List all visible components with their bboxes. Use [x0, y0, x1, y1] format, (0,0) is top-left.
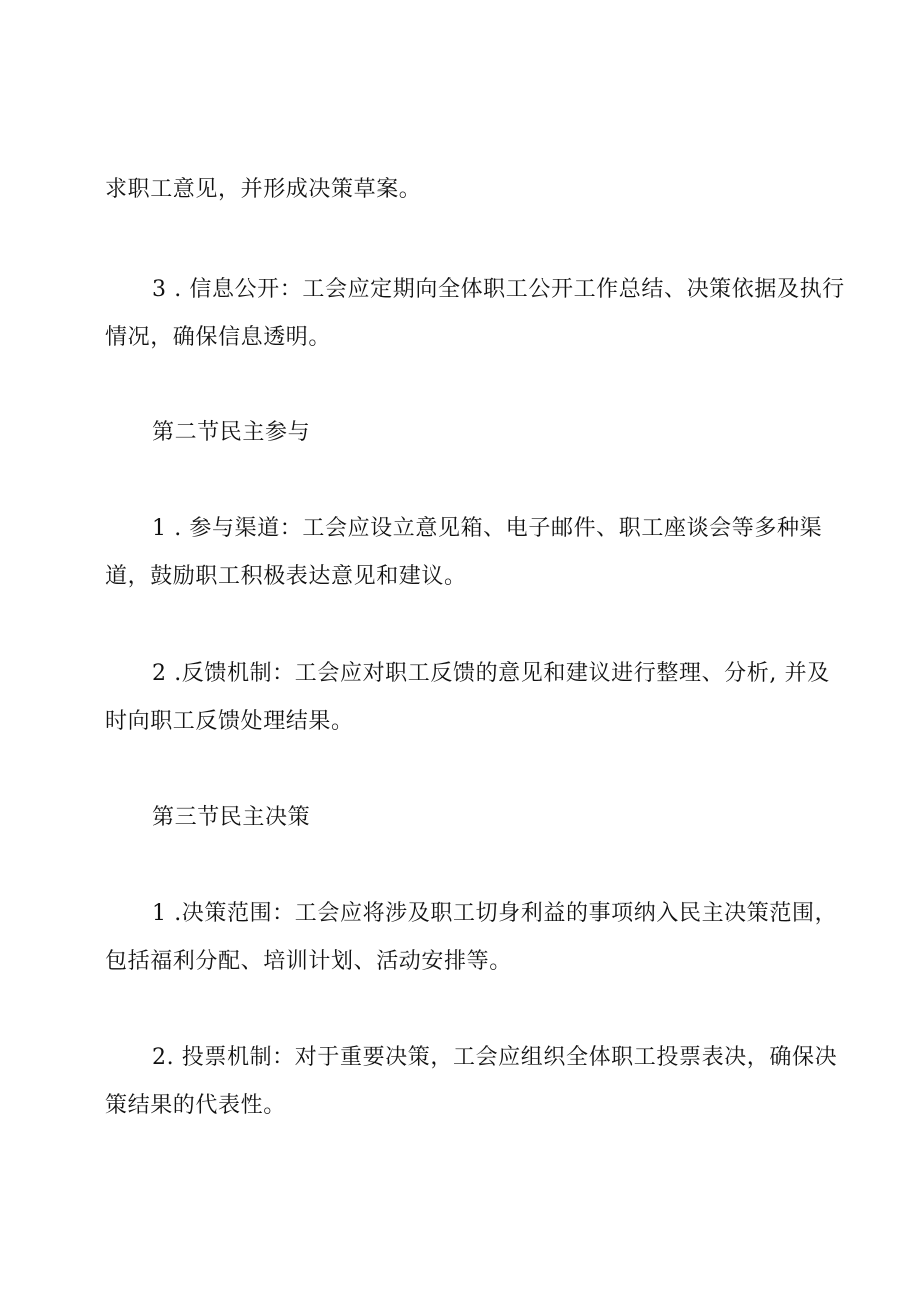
item-2-voting-mechanism-line-1: 2. 投票机制：对于重要决策，工会应组织全体职工投票表决，确保决	[152, 1045, 838, 1070]
item-2-voting-mechanism-line-2: 策结果的代表性。	[105, 1093, 286, 1118]
item-2-feedback-mechanism-line-2: 时向职工反馈处理结果。	[105, 709, 354, 734]
item-2-feedback-mechanism-line-1: 2 .反馈机制：工会应对职工反馈的意见和建议进行整理、分析, 并及	[152, 661, 830, 686]
section-heading-democratic-participation: 第二节民主参与	[152, 420, 311, 445]
item-1-participation-channels-line-1: 1 . 参与渠道：工会应设立意见箱、电子邮件、职工座谈会等多种渠	[152, 516, 823, 541]
paragraph-continuation-line: 求职工意见，并形成决策草案。	[105, 177, 422, 202]
item-1-decision-scope-line-1: 1 .决策范围：工会应将涉及职工切身利益的事项纳入民主决策范围，	[152, 901, 838, 926]
section-heading-democratic-decision: 第三节民主决策	[152, 805, 311, 830]
item-1-participation-channels-line-2: 道，鼓励职工积极表达意见和建议。	[105, 564, 467, 589]
item-1-decision-scope-line-2: 包括福利分配、培训计划、活动安排等。	[105, 949, 512, 974]
item-3-info-disclosure-line-2: 情况，确保信息透明。	[105, 325, 332, 350]
item-3-info-disclosure-line-1: 3 . 信息公开：工会应定期向全体职工公开工作总结、决策依据及执行	[152, 277, 845, 302]
